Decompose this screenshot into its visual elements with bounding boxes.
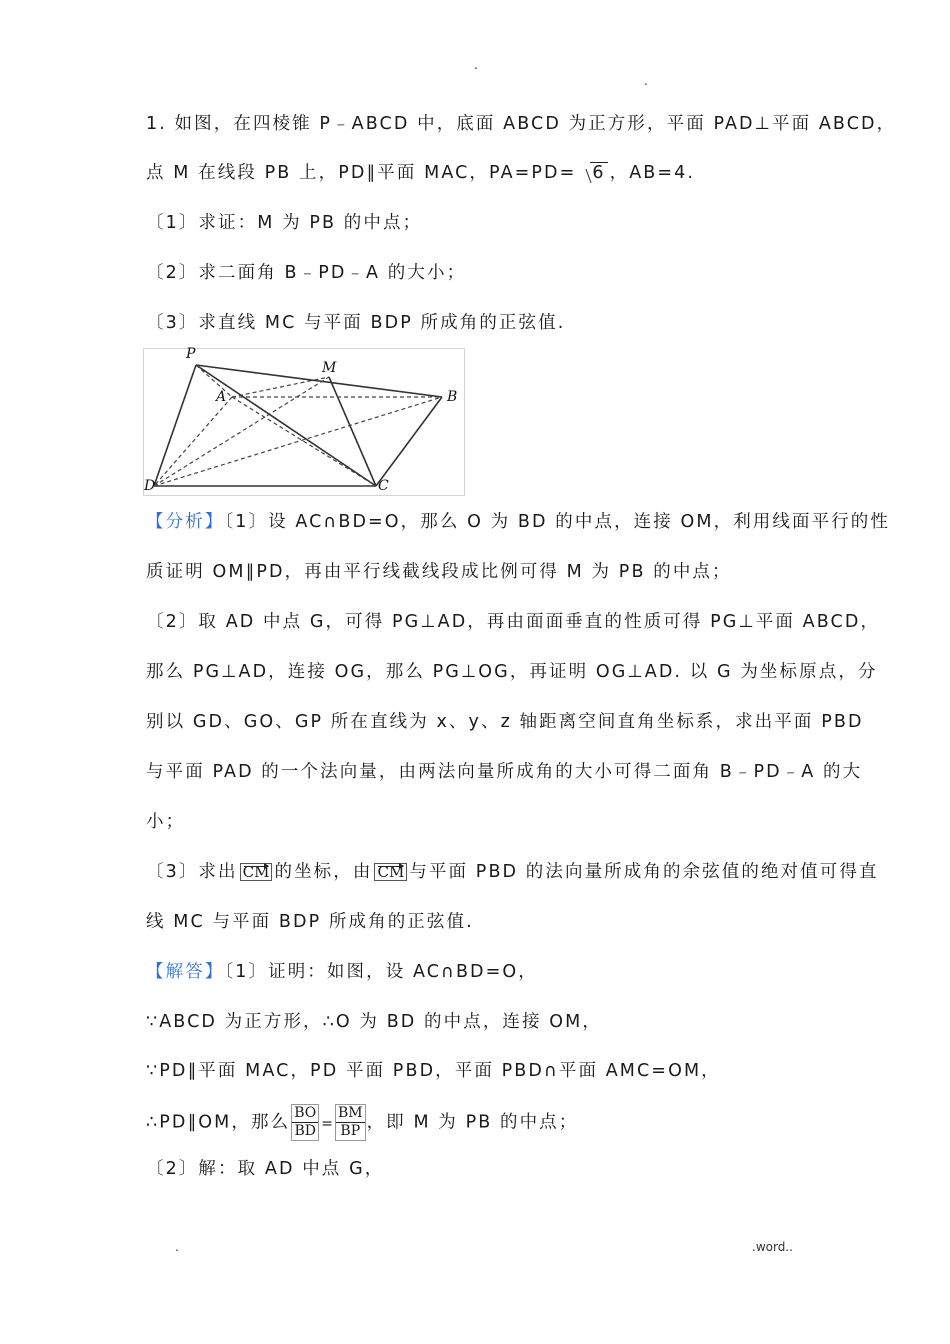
analysis-line-3: 〔2〕取 AD 中点 G，可得 PG⊥AD，再由面面垂直的性质可得 PG⊥平面 ABCD， xyxy=(146,612,881,632)
label-a: A xyxy=(216,389,227,405)
problem-line-2-text: 点 M 在线段 PB 上，PD∥平面 MAC，PA=PD= xyxy=(146,163,577,183)
vector-cm: CM xyxy=(374,863,407,881)
label-p: P xyxy=(186,346,196,362)
sqrt-value: 6 xyxy=(592,163,606,183)
fraction-numerator: BO xyxy=(294,1105,317,1121)
analysis-text: 的坐标，由 xyxy=(274,862,373,882)
question-1: 〔1〕求证：M 为 PB 的中点； xyxy=(146,213,423,233)
vector-cm: CM xyxy=(240,863,273,881)
solution-line-4 xyxy=(146,1104,578,1141)
edge-pb xyxy=(196,365,442,397)
edge-ad xyxy=(154,397,232,486)
question-2: 〔2〕求二面角 B﹣PD﹣A 的大小； xyxy=(146,263,467,283)
edge-cb xyxy=(376,397,442,486)
analysis-text: 〔3〕求出 xyxy=(146,862,238,882)
footer-dot-left: . xyxy=(175,1240,179,1254)
problem-line-1: 1. 如图，在四棱锥 P﹣ABCD 中，底面 ABCD 为正方形，平面 PAD⊥平面 ABCD， xyxy=(146,114,897,134)
solution-text: ∴PD∥OM，那么 xyxy=(146,1112,291,1133)
diagonal-ac xyxy=(232,397,376,486)
label-c: C xyxy=(378,478,389,494)
footer-word: .word.. xyxy=(752,1240,793,1254)
pyramid-figure xyxy=(143,348,465,496)
edge-pa xyxy=(196,365,232,397)
solution-line-1 xyxy=(146,960,538,984)
segment-dm xyxy=(154,377,329,486)
header-dot-left: . xyxy=(474,58,478,72)
fraction-bo-bd xyxy=(291,1104,319,1141)
problem-line-2 xyxy=(146,161,695,185)
solution-line-3: ∵PD∥平面 MAC，PD 平面 PBD，平面 PBD∩平面 AMC=OM， xyxy=(146,1061,721,1081)
sqrt-symbol xyxy=(578,161,607,185)
question-3: 〔3〕求直线 MC 与平面 BDP 所成角的正弦值. xyxy=(146,313,566,333)
label-m: M xyxy=(322,360,337,376)
edge-pd xyxy=(154,365,196,486)
solution-line-5: 〔2〕解：取 AD 中点 G， xyxy=(146,1159,385,1179)
fraction-numerator: BM xyxy=(337,1105,363,1121)
analysis-line-8 xyxy=(146,860,879,884)
analysis-line-4: 那么 PG⊥AD，连接 OG，那么 PG⊥OG，再证明 OG⊥AD. 以 G 为坐标原点，分 xyxy=(146,662,878,682)
analysis-text: 〔1〕设 AC∩BD=O，那么 O 为 BD 的中点，连接 OM，利用线面平行的性 xyxy=(224,512,891,532)
solution-text: ，即 M 为 PB 的中点； xyxy=(366,1112,579,1133)
label-b: B xyxy=(447,389,458,405)
pyramid-diagram xyxy=(144,349,464,495)
diagonal-bd xyxy=(154,397,442,486)
fraction-bm-bp xyxy=(335,1104,366,1141)
label-d: D xyxy=(144,478,156,494)
analysis-line-6: 与平面 PAD 的一个法向量，由两法向量所成角的大小可得二面角 B﹣PD﹣A 的大 xyxy=(146,762,863,782)
analysis-tag: 【分析】 xyxy=(146,512,225,532)
analysis-line-1 xyxy=(146,510,890,534)
problem-line-2-tail: ，AB=4. xyxy=(609,163,696,183)
analysis-text: 与平面 PBD 的法向量所成角的余弦值的绝对值可得直 xyxy=(409,862,879,882)
fraction-denominator: BD xyxy=(294,1123,316,1139)
solution-tag: 【解答】 xyxy=(146,962,225,982)
solution-line-2: ∵ABCD 为正方形，∴O 为 BD 的中点，连接 OM， xyxy=(146,1012,602,1032)
equals-sign: = xyxy=(321,1115,333,1132)
analysis-line-7: 小； xyxy=(146,812,186,832)
analysis-line-5: 别以 GD、GO、GP 所在直线为 x、y、z 轴距离空间直角坐标系，求出平面 PBD xyxy=(146,712,864,732)
solution-text: 〔1〕证明：如图，设 AC∩BD=O， xyxy=(224,962,538,982)
analysis-line-9: 线 MC 与平面 BDP 所成角的正弦值. xyxy=(146,912,474,932)
header-dot-right: . xyxy=(644,74,648,88)
fraction-denominator: BP xyxy=(340,1123,361,1139)
analysis-line-2: 质证明 OM∥PD，再由平行线截线段成比例可得 M 为 PB 的中点； xyxy=(146,562,732,582)
segment-am xyxy=(232,377,329,397)
